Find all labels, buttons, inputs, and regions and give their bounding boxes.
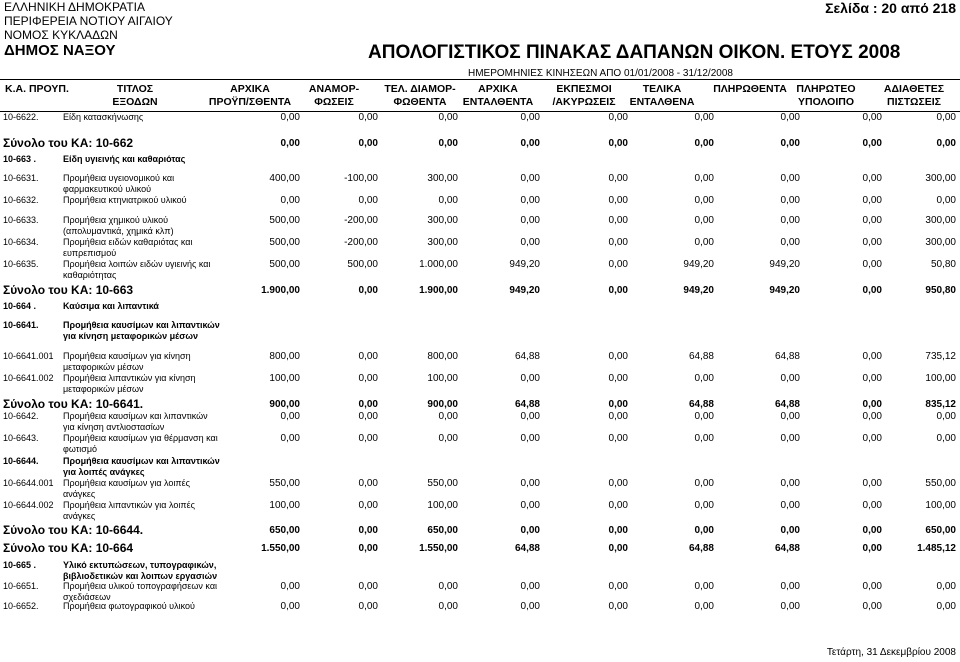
row-description: Προμήθεια καυσίμων για λοιπές ανάγκες xyxy=(63,478,190,499)
row-value-0: 0,00 xyxy=(280,411,300,422)
row-value-0: 0,00 xyxy=(280,195,300,206)
row-value-2: 0,00 xyxy=(438,138,458,149)
row-value-8: 735,12 xyxy=(925,351,956,362)
row-value-7: 0,00 xyxy=(862,373,882,384)
row-code: 10-6622. xyxy=(3,112,39,122)
row-value-0: 0,00 xyxy=(280,601,300,612)
row-code: 10-6632. xyxy=(3,195,39,205)
row-value-1: 0,00 xyxy=(358,581,378,592)
row-value-2: 0,00 xyxy=(438,195,458,206)
row-value-4: 0,00 xyxy=(608,581,628,592)
row-value-2: 650,00 xyxy=(427,525,458,536)
header-line-3: ΝΟΜΟΣ ΚΥΚΛΑΔΩΝ xyxy=(4,28,118,42)
row-value-4: 0,00 xyxy=(608,411,628,422)
row-value-8: 300,00 xyxy=(925,237,956,248)
row-value-3: 0,00 xyxy=(520,601,540,612)
row-value-3: 0,00 xyxy=(520,478,540,489)
row-value-1: -100,00 xyxy=(344,173,378,184)
row-value-6: 0,00 xyxy=(780,173,800,184)
header-line-1: ΕΛΛΗΝΙΚΗ ΔΗΜΟΚΡΑΤΙΑ xyxy=(4,0,145,14)
row-value-7: 0,00 xyxy=(862,351,882,362)
row-value-2: 800,00 xyxy=(427,351,458,362)
row-value-6: 0,00 xyxy=(780,237,800,248)
row-code: Σύνολο του ΚΑ: 10-6641. xyxy=(3,397,144,411)
row-value-3: 0,00 xyxy=(520,411,540,422)
row-code: 10-6644. xyxy=(3,456,39,466)
row-value-1: -200,00 xyxy=(344,215,378,226)
row-value-7: 0,00 xyxy=(862,525,882,536)
row-value-7: 0,00 xyxy=(862,399,882,410)
row-value-6: 0,00 xyxy=(780,478,800,489)
row-value-7: 0,00 xyxy=(862,581,882,592)
row-value-3: 0,00 xyxy=(520,433,540,444)
row-value-1: 0,00 xyxy=(358,112,378,123)
row-value-3: 949,20 xyxy=(509,285,540,296)
row-code: Σύνολο του ΚΑ: 10-6644. xyxy=(3,523,144,537)
row-value-2: 0,00 xyxy=(438,581,458,592)
row-value-6: 0,00 xyxy=(780,601,800,612)
row-code: 10-6644.001 xyxy=(3,478,54,488)
row-value-4: 0,00 xyxy=(608,112,628,123)
row-value-2: 100,00 xyxy=(427,500,458,511)
row-value-0: 0,00 xyxy=(280,433,300,444)
row-value-6: 0,00 xyxy=(780,373,800,384)
row-value-8: 100,00 xyxy=(925,500,956,511)
row-value-2: 300,00 xyxy=(427,237,458,248)
row-value-4: 0,00 xyxy=(608,285,628,296)
row-code: 10-664 . xyxy=(3,301,37,311)
column-header-5: ΑΡΧΙΚΑ ΕΝΤΑΛΘΕΝΤΑ xyxy=(462,83,534,108)
row-value-1: 0,00 xyxy=(358,399,378,410)
row-value-1: 0,00 xyxy=(358,138,378,149)
row-code: 10-6641.001 xyxy=(3,351,54,361)
row-description: Προμήθεια λιπαντικών για κίνηση μεταφορικών μέσων xyxy=(63,373,196,394)
row-value-1: 0,00 xyxy=(358,478,378,489)
row-description: Προμήθεια καυσίμων και λιπαντικών για λοιπές ανάγκες xyxy=(63,456,220,477)
row-value-2: 1.900,00 xyxy=(419,285,458,296)
row-value-8: 300,00 xyxy=(925,173,956,184)
row-value-7: 0,00 xyxy=(862,411,882,422)
row-description: Προμήθεια υλικού τοπογραφήσεων και σχεδιάσεων xyxy=(63,581,218,602)
row-value-5: 0,00 xyxy=(694,525,714,536)
row-value-4: 0,00 xyxy=(608,215,628,226)
row-code: 10-6635. xyxy=(3,259,39,269)
row-description: Είδη κατασκήνωσης xyxy=(63,112,144,122)
row-description: Είδη υγιεινής και καθαριότας xyxy=(63,154,186,164)
row-code: 10-665 . xyxy=(3,560,37,570)
row-value-3: 0,00 xyxy=(520,373,540,384)
row-value-1: 0,00 xyxy=(358,285,378,296)
row-code: 10-6641. xyxy=(3,320,39,330)
row-value-7: 0,00 xyxy=(862,500,882,511)
row-value-2: 550,00 xyxy=(427,478,458,489)
row-description: Προμήθεια καυσίμων για κίνηση μεταφορικών μέσων xyxy=(63,351,191,372)
row-value-7: 0,00 xyxy=(862,285,882,296)
row-value-0: 100,00 xyxy=(269,373,300,384)
row-value-8: 0,00 xyxy=(936,581,956,592)
row-value-2: 0,00 xyxy=(438,601,458,612)
row-value-6: 0,00 xyxy=(780,215,800,226)
row-value-4: 0,00 xyxy=(608,525,628,536)
row-value-8: 300,00 xyxy=(925,215,956,226)
row-value-5: 0,00 xyxy=(694,411,714,422)
row-value-8: 50,80 xyxy=(930,259,956,270)
column-header-8: ΠΛΗΡΩΘΕΝΤΑ xyxy=(713,83,787,95)
row-value-4: 0,00 xyxy=(608,601,628,612)
row-value-2: 0,00 xyxy=(438,433,458,444)
row-value-1: 0,00 xyxy=(358,373,378,384)
row-value-7: 0,00 xyxy=(862,112,882,123)
row-value-5: 0,00 xyxy=(694,373,714,384)
column-headers xyxy=(0,79,960,112)
column-header-0: Κ.Α. ΠΡΟΥΠ. xyxy=(5,83,69,95)
row-value-3: 0,00 xyxy=(520,500,540,511)
row-value-2: 0,00 xyxy=(438,411,458,422)
row-value-8: 1.485,12 xyxy=(917,543,956,554)
row-value-5: 949,20 xyxy=(683,259,714,270)
row-value-0: 400,00 xyxy=(269,173,300,184)
header-line-2: ΠΕΡΙΦΕΡΕΙΑ ΝΟΤΙΟΥ ΑΙΓΑΙΟΥ xyxy=(4,14,173,28)
row-description: Προμήθεια χημικού υλικού (απολυμαντικά, χημικά κλπ) xyxy=(63,215,174,236)
row-value-6: 949,20 xyxy=(769,285,800,296)
row-code: Σύνολο του ΚΑ: 10-662 xyxy=(3,136,134,150)
row-code: Σύνολο του ΚΑ: 10-664 xyxy=(3,541,134,555)
row-value-0: 650,00 xyxy=(269,525,300,536)
row-value-4: 0,00 xyxy=(608,138,628,149)
row-value-5: 949,20 xyxy=(683,285,714,296)
row-value-3: 949,20 xyxy=(509,259,540,270)
row-value-6: 0,00 xyxy=(780,112,800,123)
row-description: Προμήθεια φωτογραφικού υλικού xyxy=(63,601,195,611)
row-value-8: 0,00 xyxy=(936,138,956,149)
row-value-8: 550,00 xyxy=(925,478,956,489)
row-value-8: 0,00 xyxy=(936,601,956,612)
row-value-4: 0,00 xyxy=(608,351,628,362)
row-value-4: 0,00 xyxy=(608,433,628,444)
row-value-3: 64,88 xyxy=(514,351,540,362)
row-code: 10-663 . xyxy=(3,154,37,164)
row-value-5: 0,00 xyxy=(694,500,714,511)
row-value-5: 0,00 xyxy=(694,237,714,248)
row-code: 10-6641.002 xyxy=(3,373,54,383)
row-value-2: 300,00 xyxy=(427,215,458,226)
row-value-2: 0,00 xyxy=(438,112,458,123)
row-value-7: 0,00 xyxy=(862,195,882,206)
row-description: Προμήθεια καυσίμων για θέρμανση και φωτισμό xyxy=(63,433,218,454)
row-value-4: 0,00 xyxy=(608,500,628,511)
row-code: 10-6634. xyxy=(3,237,39,247)
row-value-6: 0,00 xyxy=(780,433,800,444)
row-value-5: 0,00 xyxy=(694,215,714,226)
column-header-2: ΑΡΧΙΚΑ ΠΡΟΫΠ/ΣΘΕΝΤΑ xyxy=(208,83,292,108)
row-code: 10-6652. xyxy=(3,601,39,611)
row-value-0: 550,00 xyxy=(269,478,300,489)
row-value-6: 949,20 xyxy=(769,259,800,270)
column-header-7: ΤΕΛΙΚΑ ΕΝΤΑΛΘΕΝΑ xyxy=(629,83,695,108)
row-value-3: 0,00 xyxy=(520,525,540,536)
row-description: Υλικό εκτυπώσεων, τυπογραφικών, βιβλιοδετικών και λοιπων εργασιών xyxy=(63,560,218,581)
row-value-1: 500,00 xyxy=(347,259,378,270)
row-value-0: 1.550,00 xyxy=(261,543,300,554)
row-value-3: 0,00 xyxy=(520,138,540,149)
row-value-3: 64,88 xyxy=(514,399,540,410)
row-value-1: 0,00 xyxy=(358,195,378,206)
row-description: Προμήθεια κτηνιατρικού υλικού xyxy=(63,195,187,205)
row-value-5: 0,00 xyxy=(694,601,714,612)
row-value-1: 0,00 xyxy=(358,543,378,554)
row-value-0: 0,00 xyxy=(280,581,300,592)
row-value-8: 0,00 xyxy=(936,112,956,123)
row-value-8: 835,12 xyxy=(925,399,956,410)
row-value-3: 0,00 xyxy=(520,581,540,592)
row-value-2: 100,00 xyxy=(427,373,458,384)
row-value-8: 950,80 xyxy=(925,285,956,296)
row-value-5: 0,00 xyxy=(694,173,714,184)
row-description: Προμήθεια καυσίμων και λιπαντικών για κίνηση μεταφορικών μέσων xyxy=(63,320,220,341)
row-value-7: 0,00 xyxy=(862,215,882,226)
row-code: 10-6644.002 xyxy=(3,500,54,510)
row-value-0: 900,00 xyxy=(269,399,300,410)
row-value-1: 0,00 xyxy=(358,601,378,612)
row-value-1: -200,00 xyxy=(344,237,378,248)
print-date: Τετάρτη, 31 Δεκεμβρίου 2008 xyxy=(826,647,956,658)
row-value-4: 0,00 xyxy=(608,399,628,410)
row-value-4: 0,00 xyxy=(608,237,628,248)
row-value-0: 0,00 xyxy=(280,138,300,149)
row-value-5: 0,00 xyxy=(694,138,714,149)
row-value-1: 0,00 xyxy=(358,500,378,511)
row-value-5: 64,88 xyxy=(688,351,714,362)
row-value-4: 0,00 xyxy=(608,478,628,489)
row-code: 10-6642. xyxy=(3,411,39,421)
row-value-7: 0,00 xyxy=(862,237,882,248)
column-header-4: ΤΕΛ. ΔΙΑΜΟΡ- ΦΩΘΕΝΤΑ xyxy=(384,83,456,108)
row-value-8: 0,00 xyxy=(936,195,956,206)
row-description: Προμήθεια καυσίμων και λιπαντικών για κίνηση αντλιοστασίων xyxy=(63,411,208,432)
report-title: ΑΠΟΛΟΓΙΣΤΙΚΟΣ ΠΙΝΑΚΑΣ ΔΑΠΑΝΩΝ ΟΙΚΟΝ. ΕΤΟΥΣ 2008 xyxy=(368,42,901,63)
row-value-0: 500,00 xyxy=(269,215,300,226)
row-value-5: 64,88 xyxy=(688,543,714,554)
row-value-3: 0,00 xyxy=(520,237,540,248)
row-description: Προμήθεια ειδών καθαριότας και ευπρεπισμού xyxy=(63,237,193,258)
row-value-7: 0,00 xyxy=(862,433,882,444)
row-description: Προμήθεια υγειονομικού και φαρμακευτικού υλικού xyxy=(63,173,175,194)
row-value-0: 1.900,00 xyxy=(261,285,300,296)
row-value-4: 0,00 xyxy=(608,543,628,554)
row-code: 10-6643. xyxy=(3,433,39,443)
row-value-6: 0,00 xyxy=(780,411,800,422)
row-value-3: 0,00 xyxy=(520,215,540,226)
row-code: 10-6633. xyxy=(3,215,39,225)
row-value-3: 0,00 xyxy=(520,112,540,123)
row-value-6: 0,00 xyxy=(780,525,800,536)
row-value-2: 300,00 xyxy=(427,173,458,184)
row-value-0: 100,00 xyxy=(269,500,300,511)
row-description: Προμήθεια λοιπών ειδών υγιεινής και καθαριότητας xyxy=(63,259,211,280)
row-value-0: 0,00 xyxy=(280,112,300,123)
row-value-5: 64,88 xyxy=(688,399,714,410)
row-value-5: 0,00 xyxy=(694,112,714,123)
row-value-2: 1.000,00 xyxy=(419,259,458,270)
row-value-7: 0,00 xyxy=(862,259,882,270)
row-value-6: 0,00 xyxy=(780,195,800,206)
row-value-5: 0,00 xyxy=(694,478,714,489)
row-value-6: 0,00 xyxy=(780,500,800,511)
row-value-4: 0,00 xyxy=(608,195,628,206)
row-value-3: 0,00 xyxy=(520,173,540,184)
row-value-8: 0,00 xyxy=(936,411,956,422)
row-value-5: 0,00 xyxy=(694,581,714,592)
row-description: Προμήθεια λιπαντικών για λοιπές ανάγκες xyxy=(63,500,195,521)
row-value-6: 64,88 xyxy=(774,399,800,410)
column-header-9: ΠΛΗΡΩΤΕΟ ΥΠΟΛΟΙΠΟ xyxy=(796,83,856,108)
row-value-6: 64,88 xyxy=(774,351,800,362)
column-header-1: ΤΙΤΛΟΣ ΕΞΟΔΩΝ xyxy=(112,83,158,108)
row-value-7: 0,00 xyxy=(862,478,882,489)
column-header-10: ΑΔΙΑΘΕΤΕΣ ΠΙΣΤΩΣΕΙΣ xyxy=(883,83,945,108)
row-value-0: 500,00 xyxy=(269,237,300,248)
row-value-4: 0,00 xyxy=(608,373,628,384)
org-header xyxy=(4,0,173,59)
row-value-1: 0,00 xyxy=(358,351,378,362)
row-value-5: 0,00 xyxy=(694,195,714,206)
column-header-6: ΕΚΠΕΣΜΟΙ /ΑΚΥΡΩΣΕΙΣ xyxy=(552,83,616,108)
row-value-5: 0,00 xyxy=(694,433,714,444)
row-value-8: 0,00 xyxy=(936,433,956,444)
row-value-0: 500,00 xyxy=(269,259,300,270)
date-range: ΗΜΕΡΟΜΗΝΙΕΣ ΚΙΝΗΣΕΩΝ ΑΠΟ 01/01/2008 - 31/12/2008 xyxy=(468,68,733,79)
page-number: Σελίδα : 20 από 218 xyxy=(825,0,956,16)
column-header-3: ΑΝΑΜΟΡ- ΦΩΣΕΙΣ xyxy=(308,83,360,108)
row-value-0: 800,00 xyxy=(269,351,300,362)
row-value-1: 0,00 xyxy=(358,411,378,422)
row-value-7: 0,00 xyxy=(862,543,882,554)
row-value-2: 1.550,00 xyxy=(419,543,458,554)
row-value-8: 650,00 xyxy=(925,525,956,536)
row-value-1: 0,00 xyxy=(358,433,378,444)
row-code: 10-6631. xyxy=(3,173,39,183)
row-value-6: 0,00 xyxy=(780,138,800,149)
header-line-4: ΔΗΜΟΣ ΝΑΞΟΥ xyxy=(4,42,116,59)
row-value-7: 0,00 xyxy=(862,138,882,149)
row-value-2: 900,00 xyxy=(427,399,458,410)
row-value-7: 0,00 xyxy=(862,173,882,184)
row-value-6: 64,88 xyxy=(774,543,800,554)
row-code: 10-6651. xyxy=(3,581,39,591)
row-description: Καύσιμα και λιπαντικά xyxy=(63,301,159,311)
row-value-1: 0,00 xyxy=(358,525,378,536)
row-value-3: 0,00 xyxy=(520,195,540,206)
row-value-3: 64,88 xyxy=(514,543,540,554)
row-value-6: 0,00 xyxy=(780,581,800,592)
row-value-4: 0,00 xyxy=(608,259,628,270)
row-value-8: 100,00 xyxy=(925,373,956,384)
row-value-4: 0,00 xyxy=(608,173,628,184)
row-code: Σύνολο του ΚΑ: 10-663 xyxy=(3,283,134,297)
row-value-7: 0,00 xyxy=(862,601,882,612)
